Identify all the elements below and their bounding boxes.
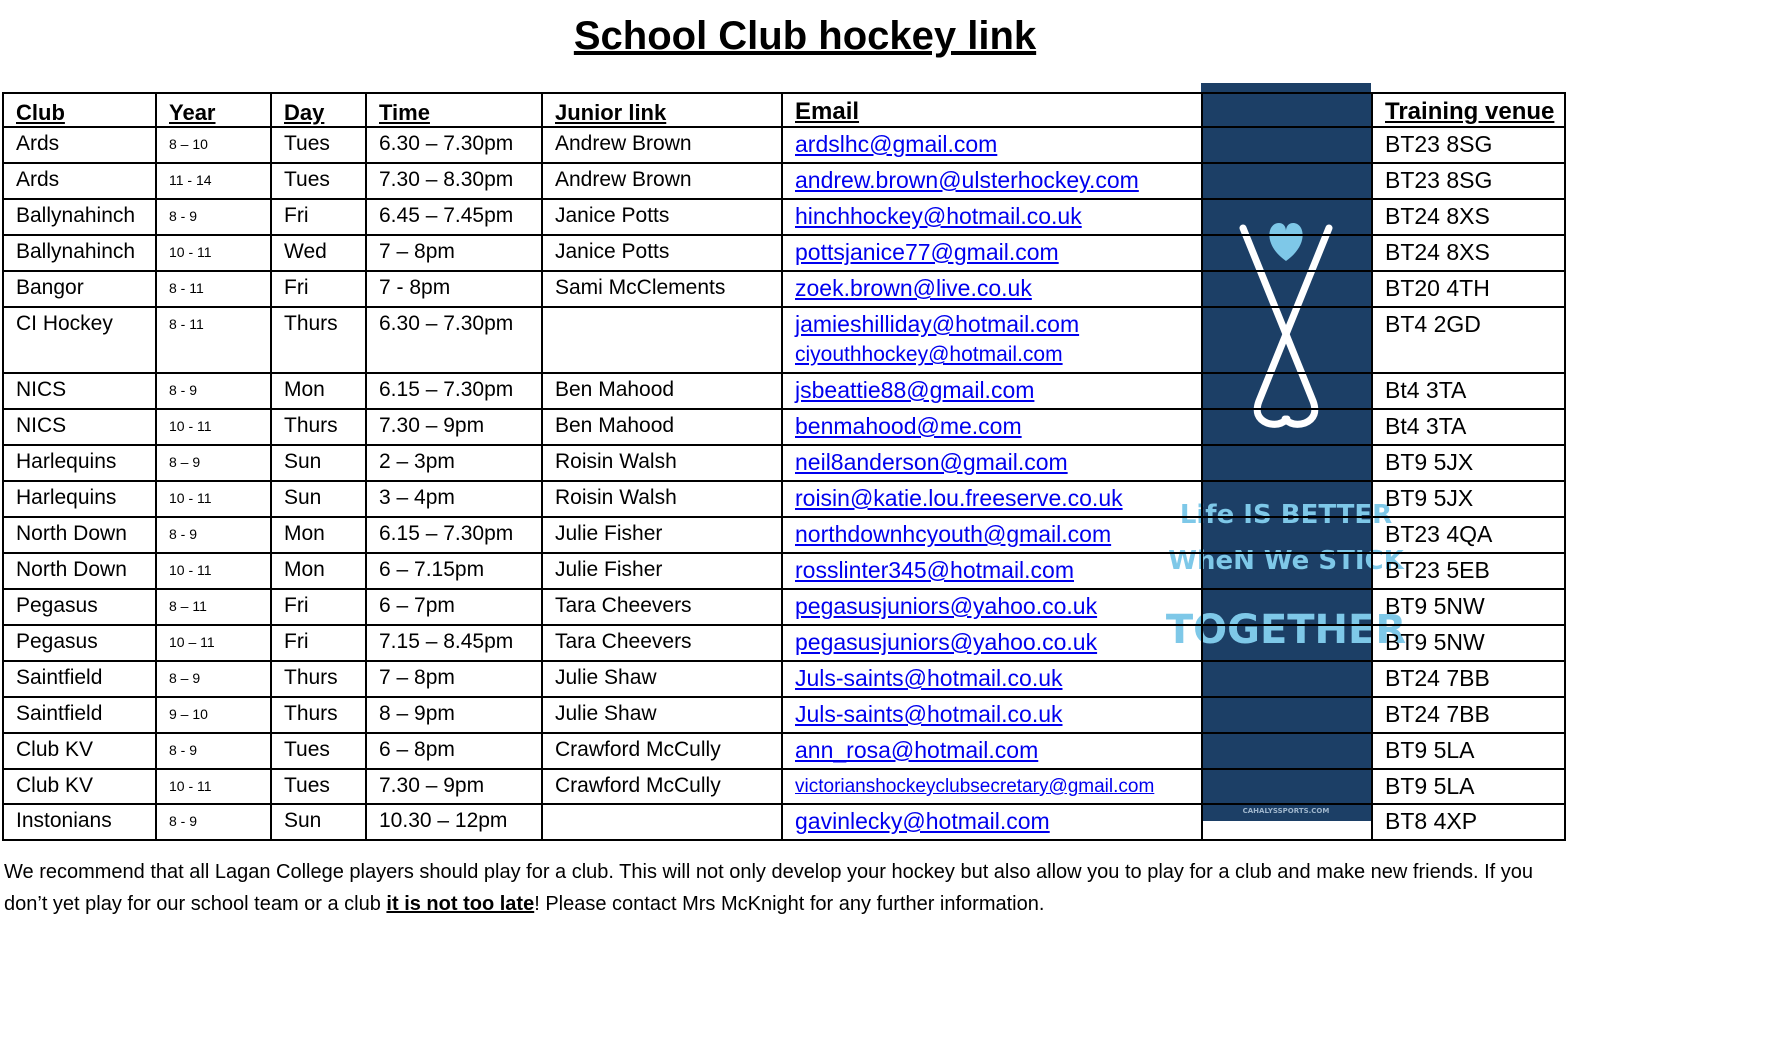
club-cell: NICS <box>3 409 156 445</box>
training-venue-cell: BT4 2GD <box>1372 307 1565 373</box>
club-cell: Ballynahinch <box>3 199 156 235</box>
junior-link-cell <box>542 307 782 373</box>
footer-text-1: We recommend that all Lagan College players should play for a club. This will not only develop your hockey but also allow you to play for a club and make new friends. If you don’t yet play for our school team or a club <box>4 861 1533 915</box>
email-cell <box>782 409 1202 445</box>
club-cell: Club KV <box>3 733 156 769</box>
email-link[interactable]: victorianshockeyclubsecretary@gmail.com <box>795 776 1155 797</box>
poster-column <box>1202 553 1372 589</box>
email-link[interactable]: pottsjanice77@gmail.com <box>795 239 1059 265</box>
email-link[interactable]: roisin@katie.lou.freeserve.co.uk <box>795 485 1123 511</box>
poster-column <box>1202 409 1372 445</box>
email-cell <box>782 235 1202 271</box>
col-club: Club <box>3 93 156 127</box>
day-cell: Sun <box>271 804 366 840</box>
email-link[interactable]: gavinlecky@hotmail.com <box>795 808 1050 834</box>
email-cell <box>782 163 1202 199</box>
time-cell: 6.45 – 7.45pm <box>366 199 542 235</box>
year-cell: 10 – 11 <box>156 625 271 661</box>
table-row <box>3 625 1565 661</box>
year-cell: 8 – 10 <box>156 127 271 163</box>
day-cell: Mon <box>271 373 366 409</box>
time-cell: 3 – 4pm <box>366 481 542 517</box>
poster-column <box>1202 625 1372 661</box>
club-cell: North Down <box>3 517 156 553</box>
junior-link-cell: Julie Fisher <box>542 517 782 553</box>
club-cell: Pegasus <box>3 589 156 625</box>
email-link[interactable]: benmahood@me.com <box>795 413 1022 439</box>
email-link[interactable]: jsbeattie88@gmail.com <box>795 377 1035 403</box>
training-venue-cell: BT9 5NW <box>1372 589 1565 625</box>
club-cell: CI Hockey <box>3 307 156 373</box>
training-venue-cell: BT24 7BB <box>1372 661 1565 697</box>
year-cell: 10 - 11 <box>156 409 271 445</box>
table-header-row <box>3 93 1565 127</box>
time-cell: 6 – 7.15pm <box>366 553 542 589</box>
year-cell: 9 – 10 <box>156 697 271 733</box>
table-row <box>3 163 1565 199</box>
club-cell: Club KV <box>3 769 156 804</box>
email-link[interactable]: zoek.brown@live.co.uk <box>795 275 1032 301</box>
training-venue-cell: BT24 7BB <box>1372 697 1565 733</box>
poster-column <box>1202 769 1372 804</box>
email-link[interactable]: ardslhc@gmail.com <box>795 131 998 157</box>
table-row <box>3 589 1565 625</box>
year-cell: 8 – 11 <box>156 589 271 625</box>
day-cell: Thurs <box>271 307 366 373</box>
email-cell <box>782 804 1202 840</box>
junior-link-cell: Roisin Walsh <box>542 445 782 481</box>
table-row <box>3 733 1565 769</box>
club-cell: Harlequins <box>3 445 156 481</box>
club-cell: Saintfield <box>3 697 156 733</box>
training-venue-cell: BT9 5JX <box>1372 445 1565 481</box>
footer-emphasis: it is not too late <box>386 893 535 915</box>
table-row <box>3 127 1565 163</box>
club-cell: Ballynahinch <box>3 235 156 271</box>
poster-column <box>1202 661 1372 697</box>
training-venue-cell: BT23 4QA <box>1372 517 1565 553</box>
club-table <box>2 92 1566 841</box>
club-cell: Saintfield <box>3 661 156 697</box>
training-venue-cell: BT24 8XS <box>1372 235 1565 271</box>
table-row <box>3 409 1565 445</box>
day-cell: Thurs <box>271 697 366 733</box>
time-cell: 7 – 8pm <box>366 235 542 271</box>
time-cell: 6.30 – 7.30pm <box>366 307 542 373</box>
table-row <box>3 445 1565 481</box>
time-cell: 6 – 8pm <box>366 733 542 769</box>
poster-column <box>1202 804 1372 840</box>
col-email: Email <box>782 93 1202 127</box>
page-title: School Club hockey link <box>573 14 1037 58</box>
poster-column <box>1202 517 1372 553</box>
day-cell: Tues <box>271 733 366 769</box>
email-cell <box>782 307 1202 373</box>
day-cell: Tues <box>271 127 366 163</box>
time-cell: 2 – 3pm <box>366 445 542 481</box>
email-link[interactable]: jamieshilliday@hotmail.com <box>795 311 1080 337</box>
poster-column <box>1202 199 1372 235</box>
email-link[interactable]: Juls-saints@hotmail.co.uk <box>795 665 1063 691</box>
poster-column <box>1202 481 1372 517</box>
col-training-venue: Training venue <box>1372 93 1565 127</box>
email-cell <box>782 733 1202 769</box>
time-cell: 7 – 8pm <box>366 661 542 697</box>
email-cell <box>782 445 1202 481</box>
training-venue-cell: BT23 8SG <box>1372 127 1565 163</box>
year-cell: 8 - 9 <box>156 199 271 235</box>
email-cell <box>782 589 1202 625</box>
time-cell: 6.15 – 7.30pm <box>366 373 542 409</box>
day-cell: Thurs <box>271 661 366 697</box>
junior-link-cell: Andrew Brown <box>542 127 782 163</box>
junior-link-cell: Ben Mahood <box>542 373 782 409</box>
junior-link-cell: Janice Potts <box>542 235 782 271</box>
day-cell: Mon <box>271 517 366 553</box>
time-cell: 7.15 – 8.45pm <box>366 625 542 661</box>
junior-link-cell: Julie Shaw <box>542 661 782 697</box>
table-row <box>3 697 1565 733</box>
training-venue-cell: BT9 5LA <box>1372 769 1565 804</box>
club-cell: Instonians <box>3 804 156 840</box>
day-cell: Fri <box>271 271 366 307</box>
poster-column <box>1202 271 1372 307</box>
junior-link-cell: Ben Mahood <box>542 409 782 445</box>
email-cell <box>782 481 1202 517</box>
training-venue-cell: Bt4 3TA <box>1372 373 1565 409</box>
email-link[interactable]: pegasusjuniors@yahoo.co.uk <box>795 629 1098 655</box>
poster-column <box>1202 307 1372 373</box>
club-cell: Pegasus <box>3 625 156 661</box>
email-cell <box>782 661 1202 697</box>
email-cell <box>782 625 1202 661</box>
email-link[interactable]: rosslinter345@hotmail.com <box>795 557 1075 583</box>
email-link[interactable]: andrew.brown@ulsterhockey.com <box>795 167 1139 193</box>
junior-link-cell: Julie Fisher <box>542 553 782 589</box>
table-row <box>3 481 1565 517</box>
time-cell: 7.30 – 8.30pm <box>366 163 542 199</box>
poster-column <box>1202 589 1372 625</box>
col-junior-link: Junior link <box>542 93 782 127</box>
day-cell: Sun <box>271 481 366 517</box>
club-cell: North Down <box>3 553 156 589</box>
table-row <box>3 804 1565 840</box>
poster-column <box>1202 697 1372 733</box>
time-cell: 6.30 – 7.30pm <box>366 127 542 163</box>
junior-link-cell: Sami McClements <box>542 271 782 307</box>
email-cell <box>782 271 1202 307</box>
day-cell: Mon <box>271 553 366 589</box>
email-link[interactable]: hinchhockey@hotmail.co.uk <box>795 203 1082 229</box>
poster-line-2: WheN We STICK <box>1168 546 1404 576</box>
poster-column <box>1202 163 1372 199</box>
year-cell: 8 - 9 <box>156 373 271 409</box>
club-cell: Ards <box>3 163 156 199</box>
club-cell: Ards <box>3 127 156 163</box>
year-cell: 10 - 11 <box>156 769 271 804</box>
table-row <box>3 769 1565 804</box>
email-link[interactable]: neil8anderson@gmail.com <box>795 449 1068 475</box>
email-link-secondary[interactable]: ciyouthhockey@hotmail.com <box>795 343 1063 366</box>
time-cell: 8 – 9pm <box>366 697 542 733</box>
time-cell: 6.15 – 7.30pm <box>366 517 542 553</box>
junior-link-cell: Crawford McCully <box>542 733 782 769</box>
junior-link-cell: Crawford McCully <box>542 769 782 804</box>
time-cell: 7.30 – 9pm <box>366 769 542 804</box>
club-cell: NICS <box>3 373 156 409</box>
junior-link-cell: Tara Cheevers <box>542 589 782 625</box>
training-venue-cell: BT8 4XP <box>1372 804 1565 840</box>
day-cell: Tues <box>271 163 366 199</box>
poster-line-1: Life IS BETTER <box>1179 500 1393 530</box>
poster-column <box>1202 373 1372 409</box>
training-venue-cell: BT9 5NW <box>1372 625 1565 661</box>
email-cell <box>782 199 1202 235</box>
table-row <box>3 553 1565 589</box>
year-cell: 10 - 11 <box>156 481 271 517</box>
training-venue-cell: BT20 4TH <box>1372 271 1565 307</box>
day-cell: Thurs <box>271 409 366 445</box>
poster-column <box>1202 445 1372 481</box>
day-cell: Wed <box>271 235 366 271</box>
time-cell: 10.30 – 12pm <box>366 804 542 840</box>
poster-column <box>1202 235 1372 271</box>
table-row <box>3 235 1565 271</box>
footer-note <box>4 856 1564 920</box>
day-cell: Fri <box>271 625 366 661</box>
training-venue-cell: BT23 5EB <box>1372 553 1565 589</box>
training-venue-cell: BT23 8SG <box>1372 163 1565 199</box>
poster-column <box>1202 93 1372 127</box>
time-cell: 7.30 – 9pm <box>366 409 542 445</box>
email-cell <box>782 373 1202 409</box>
email-cell <box>782 553 1202 589</box>
table-row <box>3 307 1565 373</box>
email-link[interactable]: pegasusjuniors@yahoo.co.uk <box>795 593 1098 619</box>
time-cell: 6 – 7pm <box>366 589 542 625</box>
junior-link-cell: Andrew Brown <box>542 163 782 199</box>
junior-link-cell: Tara Cheevers <box>542 625 782 661</box>
junior-link-cell: Julie Shaw <box>542 697 782 733</box>
poster-column <box>1202 733 1372 769</box>
training-venue-cell: BT24 8XS <box>1372 199 1565 235</box>
day-cell: Tues <box>271 769 366 804</box>
training-venue-cell: Bt4 3TA <box>1372 409 1565 445</box>
club-cell: Bangor <box>3 271 156 307</box>
poster-column <box>1202 127 1372 163</box>
year-cell: 8 - 11 <box>156 307 271 373</box>
email-link[interactable]: ann_rosa@hotmail.com <box>795 737 1039 763</box>
year-cell: 8 - 11 <box>156 271 271 307</box>
training-venue-cell: BT9 5JX <box>1372 481 1565 517</box>
year-cell: 8 - 9 <box>156 804 271 840</box>
table-row <box>3 517 1565 553</box>
year-cell: 10 - 11 <box>156 553 271 589</box>
col-day: Day <box>271 93 366 127</box>
table-row <box>3 373 1565 409</box>
junior-link-cell <box>542 804 782 840</box>
poster-line-3: TOGETHER <box>1165 607 1407 653</box>
col-year: Year <box>156 93 271 127</box>
year-cell: 10 - 11 <box>156 235 271 271</box>
table-row <box>3 661 1565 697</box>
training-venue-cell: BT9 5LA <box>1372 733 1565 769</box>
table-row <box>3 271 1565 307</box>
year-cell: 8 - 9 <box>156 517 271 553</box>
email-cell <box>782 697 1202 733</box>
email-cell <box>782 769 1202 804</box>
email-link[interactable]: northdownhcyouth@gmail.com <box>795 521 1112 547</box>
year-cell: 8 – 9 <box>156 661 271 697</box>
email-cell <box>782 517 1202 553</box>
table-row <box>3 199 1565 235</box>
year-cell: 8 – 9 <box>156 445 271 481</box>
day-cell: Sun <box>271 445 366 481</box>
day-cell: Fri <box>271 589 366 625</box>
footer-text-2: ! Please contact Mrs McKnight for any further information. <box>534 893 1045 915</box>
poster-credit: CAHALYSSPORTS.COM <box>1242 807 1330 815</box>
email-cell <box>782 127 1202 163</box>
year-cell: 11 - 14 <box>156 163 271 199</box>
year-cell: 8 - 9 <box>156 733 271 769</box>
day-cell: Fri <box>271 199 366 235</box>
junior-link-cell: Roisin Walsh <box>542 481 782 517</box>
email-link[interactable]: Juls-saints@hotmail.co.uk <box>795 701 1063 727</box>
club-cell: Harlequins <box>3 481 156 517</box>
time-cell: 7 - 8pm <box>366 271 542 307</box>
col-time: Time <box>366 93 542 127</box>
junior-link-cell: Janice Potts <box>542 199 782 235</box>
